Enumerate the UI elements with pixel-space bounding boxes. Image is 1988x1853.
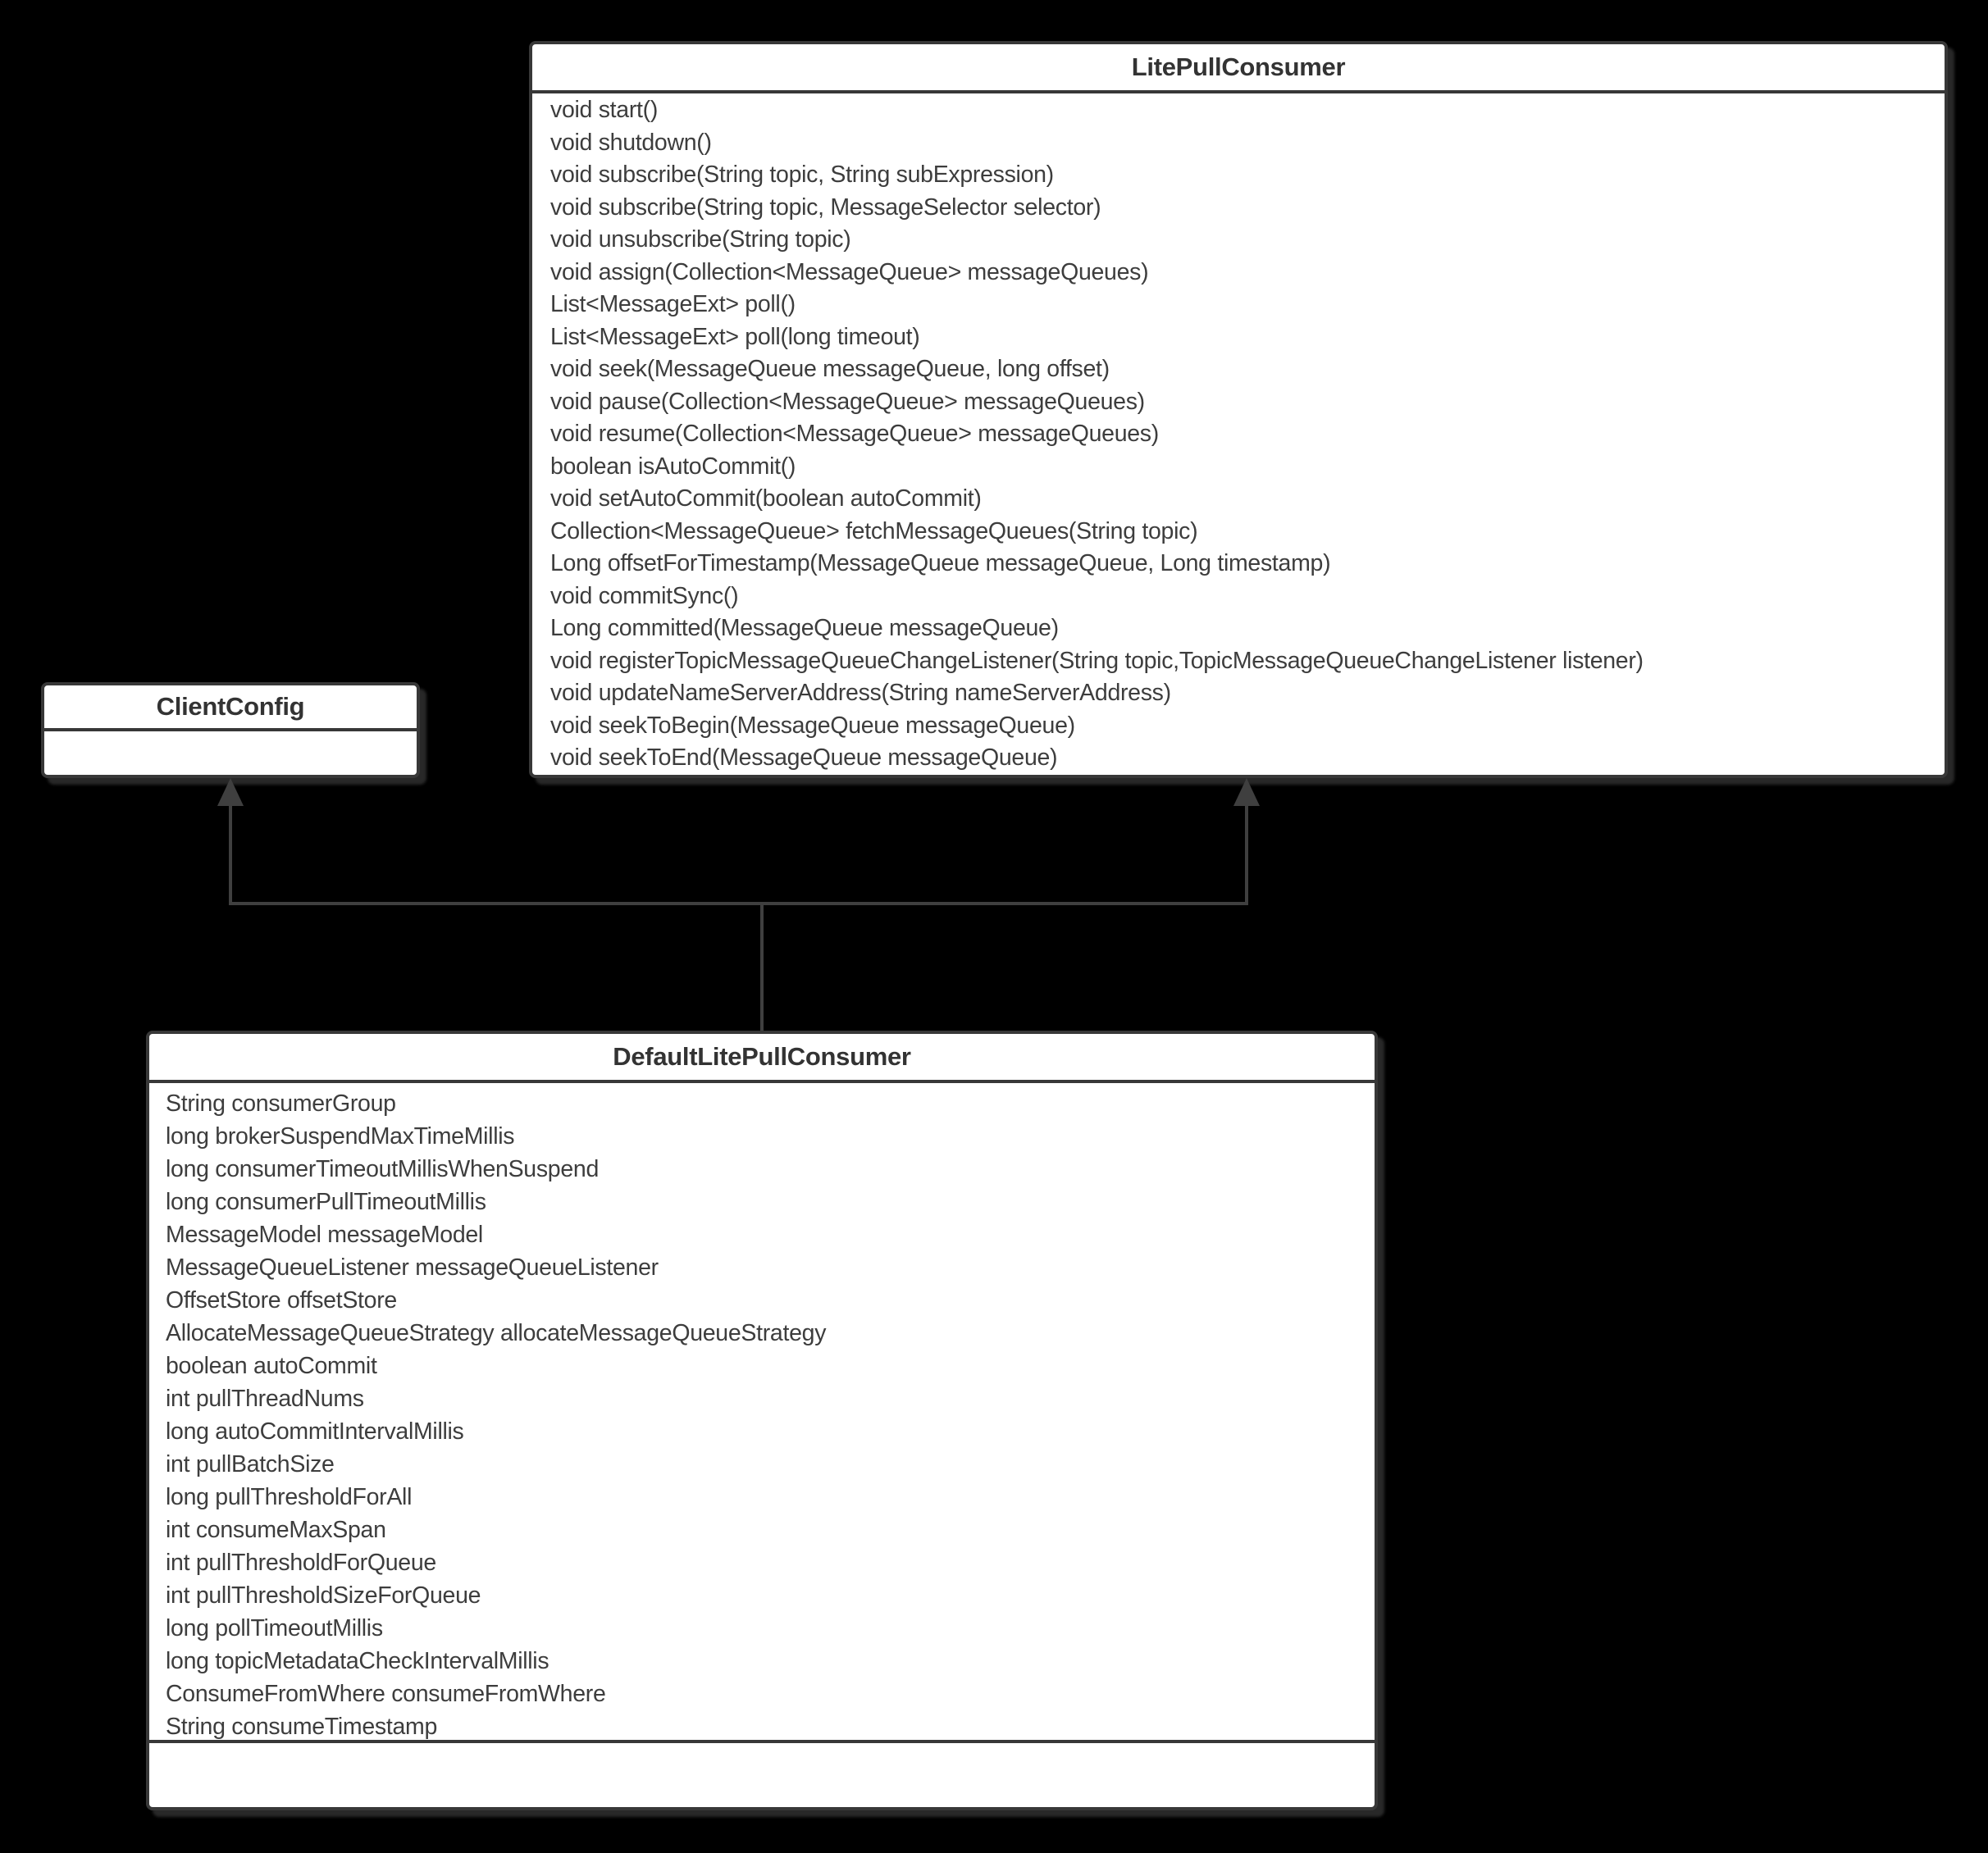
method-line: void seekToBegin(MessageQueue messageQueue) xyxy=(550,712,1075,739)
field-line: int pullThresholdSizeForQueue xyxy=(166,1582,481,1609)
field-line: MessageModel messageModel xyxy=(166,1222,483,1248)
method-line: void commitSync() xyxy=(550,582,739,609)
field-line: MessageQueueListener messageQueueListener xyxy=(166,1254,659,1281)
class-box-clientconfig xyxy=(41,682,420,778)
class-title-defaultlitepullconsumer: DefaultLitePullConsumer xyxy=(149,1034,1375,1083)
field-line: long pollTimeoutMillis xyxy=(166,1615,383,1641)
method-line: Collection<MessageQueue> fetchMessageQueues(String topic) xyxy=(550,517,1198,544)
method-line: void subscribe(String topic, String subExpression) xyxy=(550,162,1054,188)
method-line: List<MessageExt> poll(long timeout) xyxy=(550,323,920,350)
class-title-clientconfig: ClientConfig xyxy=(44,685,417,731)
field-line: OffsetStore offsetStore xyxy=(166,1287,397,1313)
field-line: ConsumeFromWhere consumeFromWhere xyxy=(166,1681,606,1707)
field-line: int pullBatchSize xyxy=(166,1451,335,1477)
method-line: void registerTopicMessageQueueChangeListener(String topic,TopicMessageQueueChangeListener listener) xyxy=(550,647,1644,674)
inheritance-line-to-litepullconsumer xyxy=(1245,805,1248,905)
method-line: void unsubscribe(String topic) xyxy=(550,226,851,253)
field-line: int pullThreadNums xyxy=(166,1386,364,1412)
inheritance-line-to-clientconfig xyxy=(229,805,232,905)
field-line: AllocateMessageQueueStrategy allocateMessageQueueStrategy xyxy=(166,1320,827,1346)
empty-members-compartment xyxy=(44,731,417,775)
field-line: boolean autoCommit xyxy=(166,1353,377,1379)
method-list-litepullconsumer xyxy=(532,93,1945,775)
method-line: Long committed(MessageQueue messageQueue) xyxy=(550,615,1059,641)
class-box-litepullconsumer xyxy=(529,41,1948,778)
class-title-litepullconsumer: LitePullConsumer xyxy=(532,44,1945,93)
method-line: List<MessageExt> poll() xyxy=(550,291,796,317)
method-line: void resume(Collection<MessageQueue> messageQueues) xyxy=(550,421,1159,447)
field-line: long pullThresholdForAll xyxy=(166,1484,413,1510)
field-line: String consumeTimestamp xyxy=(166,1714,437,1740)
method-line: void seek(MessageQueue messageQueue, long offset) xyxy=(550,356,1110,382)
field-line: long consumerTimeoutMillisWhenSuspend xyxy=(166,1156,600,1182)
inheritance-line-horizontal xyxy=(229,902,1248,905)
method-line: boolean isAutoCommit() xyxy=(550,453,796,480)
method-line: void subscribe(String topic, MessageSelector selector) xyxy=(550,193,1101,221)
method-line: void assign(Collection<MessageQueue> messageQueues) xyxy=(550,258,1149,285)
method-line: void seekToEnd(MessageQueue messageQueue) xyxy=(550,744,1058,771)
field-line: long consumerPullTimeoutMillis xyxy=(166,1189,486,1215)
method-line: void start() xyxy=(550,97,659,123)
method-line: void updateNameServerAddress(String nameServerAddress) xyxy=(550,680,1171,706)
method-line: void setAutoCommit(boolean autoCommit) xyxy=(550,485,982,512)
method-line: Long offsetForTimestamp(MessageQueue messageQueue, Long timestamp) xyxy=(550,550,1331,576)
empty-methods-compartment xyxy=(149,1743,1375,1807)
inheritance-line-stem xyxy=(760,902,764,1031)
generalization-arrow-litepullconsumer-icon xyxy=(1233,778,1260,806)
field-list-defaultlitepullconsumer xyxy=(149,1083,1375,1743)
field-line: String consumerGroup xyxy=(166,1090,396,1117)
method-line: void shutdown() xyxy=(550,129,712,156)
field-line: long brokerSuspendMaxTimeMillis xyxy=(166,1123,515,1150)
class-box-defaultlitepullconsumer xyxy=(146,1031,1378,1810)
field-line: long topicMetadataCheckIntervalMillis xyxy=(166,1648,549,1674)
field-line: int consumeMaxSpan xyxy=(166,1517,386,1543)
field-line: long autoCommitIntervalMillis xyxy=(166,1418,464,1445)
generalization-arrow-clientconfig-icon xyxy=(217,778,244,806)
field-line: int pullThresholdForQueue xyxy=(166,1550,436,1576)
method-line: void pause(Collection<MessageQueue> messageQueues) xyxy=(550,388,1145,415)
